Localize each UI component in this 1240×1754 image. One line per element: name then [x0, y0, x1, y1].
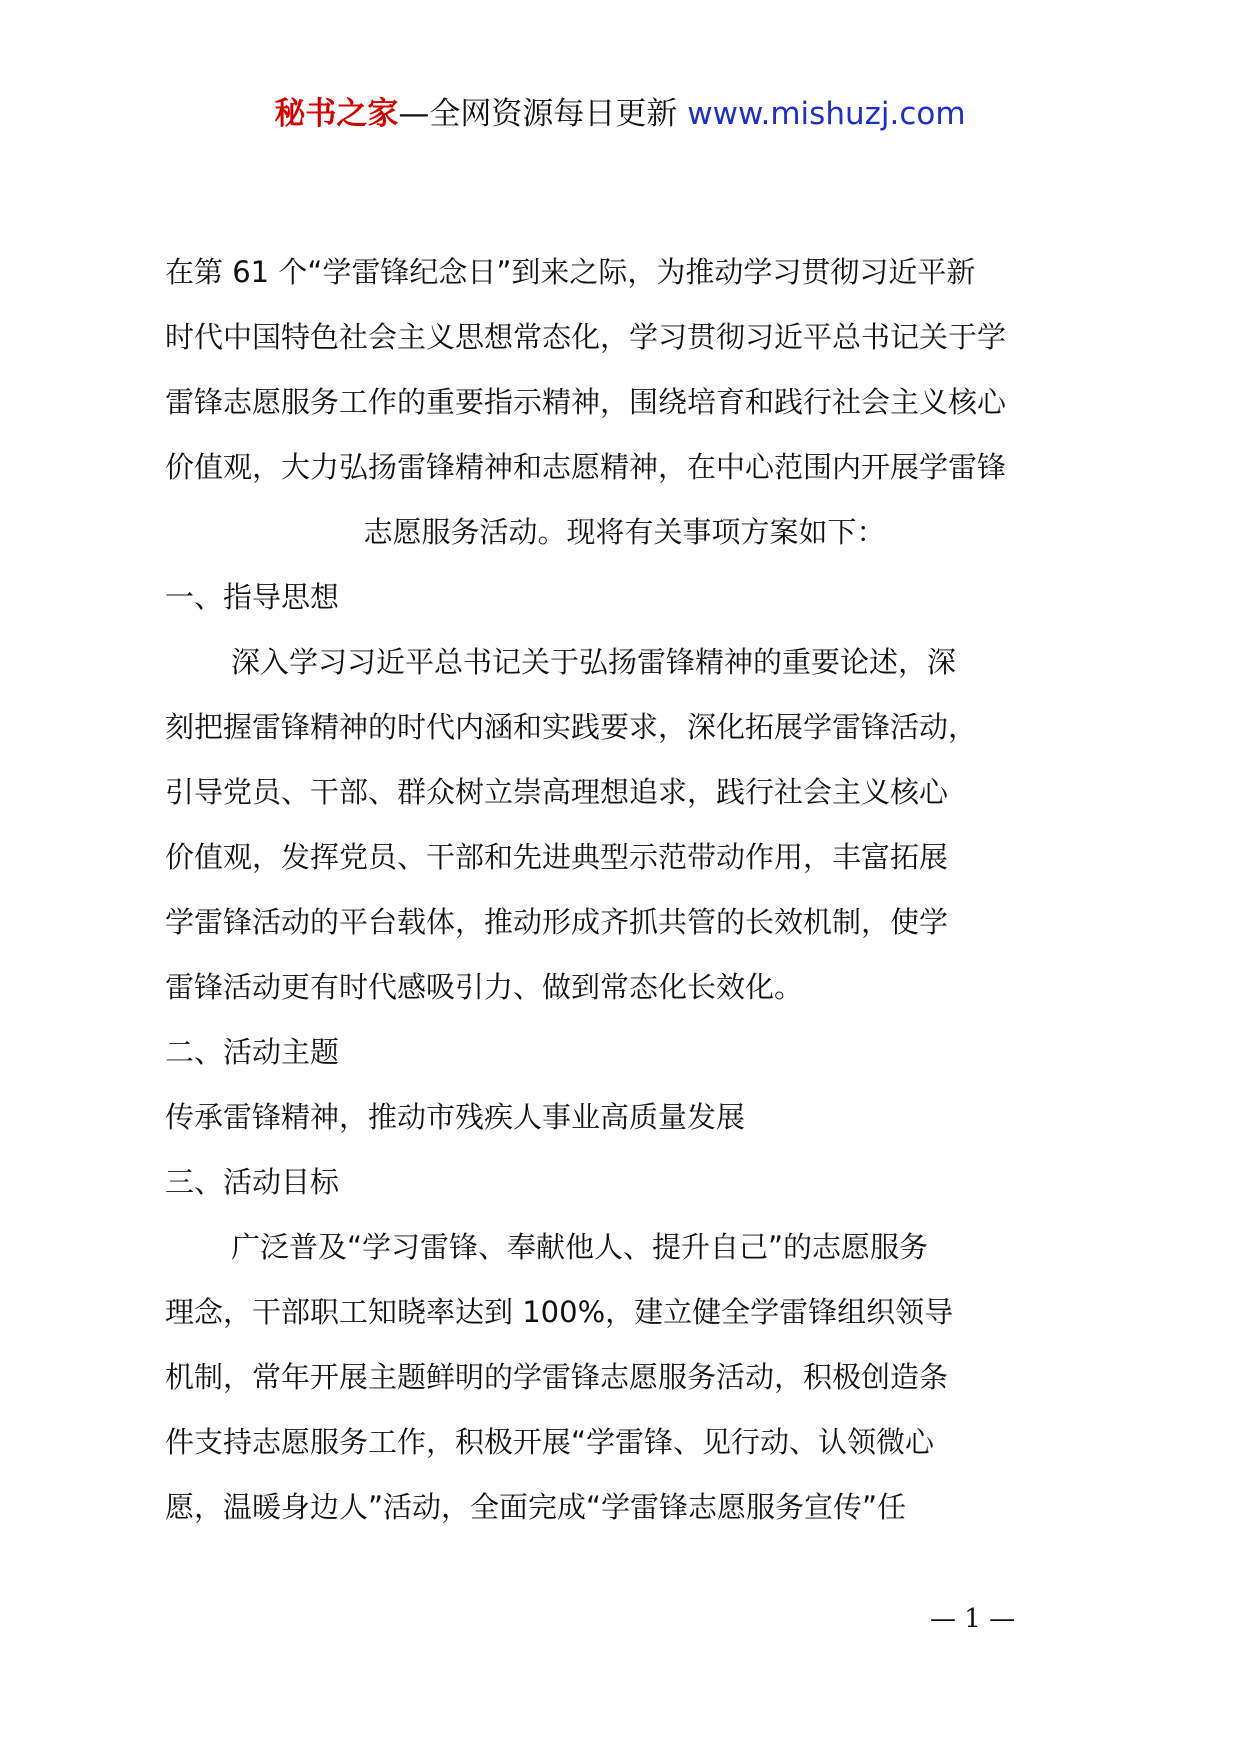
section-paragraph-activity-goals — [165, 1215, 1100, 1540]
paragraph-line: 刻把握雷锋精神的时代内涵和实践要求，深化拓展学雷锋活动， — [165, 710, 978, 744]
section-paragraph-guiding-thought — [165, 630, 1100, 1020]
paragraph-line: 深入学习习近平总书记关于弘扬雷锋精神的重要论述，深 — [231, 645, 957, 679]
paragraph-line: 价值观，发挥党员、干部和先进典型示范带动作用，丰富拓展 — [165, 840, 949, 874]
intro-line: 在第 61 个“学雷锋纪念日”到来之际，为推动学习贯彻习近平新 — [165, 255, 976, 289]
site-header — [0, 94, 1240, 134]
section-heading-activity-theme: 二、活动主题 — [165, 1035, 340, 1069]
intro-line: 雷锋志愿服务工作的重要指示精神，围绕培育和践行社会主义核心 — [165, 385, 1007, 419]
paragraph-line: 广泛普及“学习雷锋、奉献他人、提升自己”的志愿服务 — [231, 1230, 929, 1264]
paragraph-line: 学雷锋活动的平台载体，推动形成齐抓共管的长效机制，使学 — [165, 905, 949, 939]
paragraph-line: 愿，温暖身边人”活动，全面完成“学雷锋志愿服务宣传”任 — [165, 1490, 907, 1524]
paragraph-line: 件支持志愿服务工作，积极开展“学雷锋、见行动、认领微心 — [165, 1425, 935, 1459]
document-body — [165, 240, 1100, 1540]
paragraph-line: 理念，干部职工知晓率达到 100%，建立健全学雷锋组织领导 — [165, 1295, 954, 1329]
intro-paragraph — [165, 240, 1100, 565]
section-heading-guiding-thought: 一、指导思想 — [165, 580, 340, 614]
section-paragraph-activity-theme: 传承雷锋精神，推动市残疾人事业高质量发展 — [165, 1100, 746, 1134]
intro-line: 时代中国特色社会主义思想常态化，学习贯彻习近平总书记关于学 — [165, 320, 1007, 354]
paragraph-line: 机制，常年开展主题鲜明的学雷锋志愿服务活动，积极创造条 — [165, 1360, 949, 1394]
brand-name: 秘书之家 — [274, 96, 399, 132]
page-number: — 1 — — [930, 1604, 1016, 1634]
site-url[interactable]: www.mishuzj.com — [687, 96, 966, 132]
intro-line: 价值观，大力弘扬雷锋精神和志愿精神，在中心范围内开展学雷锋 — [165, 450, 1007, 484]
paragraph-line: 引导党员、干部、群众树立崇高理想追求，践行社会主义核心 — [165, 775, 949, 809]
intro-line: 志愿服务活动。现将有关事项方案如下： — [363, 515, 886, 549]
section-heading-activity-goals: 三、活动目标 — [165, 1165, 340, 1199]
paragraph-line: 雷锋活动更有时代感吸引力、做到常态化长效化。 — [165, 970, 804, 1004]
header-tagline: —全网资源每日更新 — [398, 96, 678, 132]
